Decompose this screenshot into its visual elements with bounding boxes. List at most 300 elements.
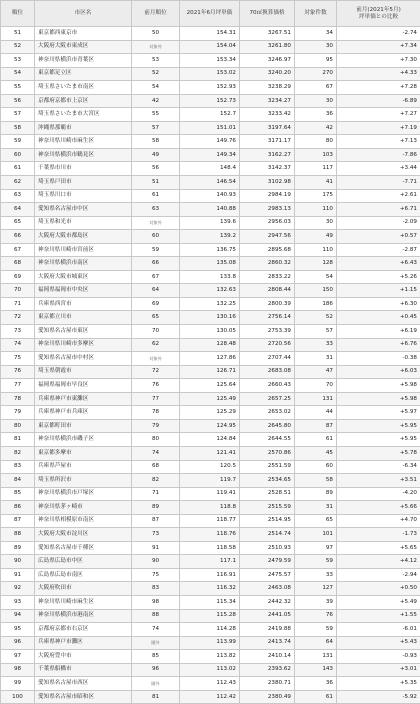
table-row — [1, 148, 420, 162]
count-cell: 67 — [295, 81, 337, 95]
count-cell: 42 — [295, 121, 337, 135]
converted-price-cell: 2860.32 — [240, 257, 295, 271]
table-row — [1, 352, 420, 366]
converted-price-cell: 2644.55 — [240, 433, 295, 447]
prev-rank-cell: 対象外 — [132, 40, 180, 54]
header-diff-line2: 坪単価との比較 — [340, 14, 417, 21]
rank-cell: 71 — [1, 297, 35, 311]
table-row — [1, 392, 420, 406]
count-cell: 150 — [295, 284, 337, 298]
table-row — [1, 379, 420, 393]
city-cell: 東京都町田市 — [35, 419, 132, 433]
table-row — [1, 230, 420, 244]
converted-price-cell: 3102.98 — [240, 176, 295, 190]
header-rank: 順位 — [1, 1, 35, 27]
price-cell: 124.95 — [180, 419, 240, 433]
city-cell: 神奈川県川崎市多摩区 — [35, 338, 132, 352]
city-cell: 広島県広島市南区 — [35, 568, 132, 582]
prev-rank-cell: 61 — [132, 189, 180, 203]
rank-cell: 75 — [1, 352, 35, 366]
count-cell: 54 — [295, 270, 337, 284]
city-cell: 千葉県船橋市 — [35, 663, 132, 677]
city-cell: 埼玉県さいたま市大宮区 — [35, 108, 132, 122]
converted-price-cell: 3142.37 — [240, 162, 295, 176]
prev-rank-cell: 57 — [132, 121, 180, 135]
table-row — [1, 284, 420, 298]
count-cell: 97 — [295, 541, 337, 555]
diff-cell: +0.50 — [337, 582, 420, 596]
count-cell: 49 — [295, 230, 337, 244]
prev-rank-cell: 83 — [132, 582, 180, 596]
prev-rank-cell: 69 — [132, 297, 180, 311]
table-row — [1, 365, 420, 379]
price-cell: 153.02 — [180, 67, 240, 81]
city-cell: 埼玉県さいたま市南区 — [35, 81, 132, 95]
diff-cell: -5.92 — [337, 690, 420, 704]
price-cell: 113.82 — [180, 650, 240, 664]
diff-cell: -2.74 — [337, 27, 420, 41]
prev-rank-cell: 対象外 — [132, 352, 180, 366]
count-cell: 70 — [295, 379, 337, 393]
price-cell: 149.34 — [180, 148, 240, 162]
count-cell: 95 — [295, 54, 337, 68]
converted-price-cell: 2984.19 — [240, 189, 295, 203]
diff-cell: +6.03 — [337, 365, 420, 379]
city-cell: 神奈川県相模原市南区 — [35, 514, 132, 528]
city-cell: 京都府京都市右京区 — [35, 623, 132, 637]
price-cell: 125.49 — [180, 392, 240, 406]
converted-price-cell: 3233.42 — [240, 108, 295, 122]
rank-cell: 99 — [1, 677, 35, 691]
prev-rank-cell: 54 — [132, 81, 180, 95]
table-row — [1, 257, 420, 271]
city-cell: 大阪府大阪市城東区 — [35, 270, 132, 284]
diff-cell: +5.98 — [337, 392, 420, 406]
count-cell: 45 — [295, 446, 337, 460]
converted-price-cell: 3162.27 — [240, 148, 295, 162]
count-cell: 30 — [295, 40, 337, 54]
count-cell: 30 — [295, 94, 337, 108]
price-cell: 112.43 — [180, 677, 240, 691]
rank-cell: 83 — [1, 460, 35, 474]
diff-cell: +5.95 — [337, 419, 420, 433]
diff-cell: +5.65 — [337, 541, 420, 555]
price-cell: 154.31 — [180, 27, 240, 41]
converted-price-cell: 2660.43 — [240, 379, 295, 393]
rank-cell: 68 — [1, 257, 35, 271]
rank-cell: 54 — [1, 67, 35, 81]
diff-cell: +5.95 — [337, 433, 420, 447]
diff-cell: +5.49 — [337, 595, 420, 609]
price-cell: 118.8 — [180, 501, 240, 515]
rank-cell: 51 — [1, 27, 35, 41]
converted-price-cell: 2413.74 — [240, 636, 295, 650]
converted-price-cell: 2895.68 — [240, 243, 295, 257]
prev-rank-cell: 91 — [132, 541, 180, 555]
rank-cell: 92 — [1, 582, 35, 596]
rank-cell: 88 — [1, 528, 35, 542]
table-row — [1, 203, 420, 217]
prev-rank-cell: 82 — [132, 474, 180, 488]
count-cell: 44 — [295, 406, 337, 420]
price-cell: 139.2 — [180, 230, 240, 244]
prev-rank-cell: 98 — [132, 595, 180, 609]
price-cell: 152.7 — [180, 108, 240, 122]
rank-cell: 57 — [1, 108, 35, 122]
prev-rank-cell: 59 — [132, 243, 180, 257]
diff-cell: -6.34 — [337, 460, 420, 474]
price-cell: 140.88 — [180, 203, 240, 217]
city-cell: 神奈川県横浜市南区 — [35, 257, 132, 271]
converted-price-cell: 2510.93 — [240, 541, 295, 555]
rank-cell: 90 — [1, 555, 35, 569]
diff-cell: +2.61 — [337, 189, 420, 203]
prev-rank-cell: 90 — [132, 555, 180, 569]
prev-rank-cell: 74 — [132, 446, 180, 460]
diff-cell: +4.70 — [337, 514, 420, 528]
city-cell: 埼玉県朝霞市 — [35, 365, 132, 379]
rank-cell: 97 — [1, 650, 35, 664]
price-cell: 125.29 — [180, 406, 240, 420]
table-row — [1, 54, 420, 68]
prev-rank-cell: 79 — [132, 419, 180, 433]
converted-price-cell: 2528.51 — [240, 487, 295, 501]
city-cell: 埼玉県和光市 — [35, 216, 132, 230]
diff-cell: +3.44 — [337, 162, 420, 176]
city-cell: 兵庫県神戸市兵庫区 — [35, 406, 132, 420]
price-cell: 117.1 — [180, 555, 240, 569]
rank-cell: 69 — [1, 270, 35, 284]
price-cell: 133.8 — [180, 270, 240, 284]
price-cell: 116.32 — [180, 582, 240, 596]
prev-rank-cell: 対象外 — [132, 216, 180, 230]
table-row — [1, 176, 420, 190]
prev-rank-cell: 87 — [132, 514, 180, 528]
table-row — [1, 406, 420, 420]
table-row — [1, 623, 420, 637]
table-row — [1, 487, 420, 501]
prev-rank-cell: 96 — [132, 663, 180, 677]
count-cell: 175 — [295, 189, 337, 203]
prev-rank-cell: 74 — [132, 623, 180, 637]
table-row — [1, 121, 420, 135]
price-cell: 116.91 — [180, 568, 240, 582]
converted-price-cell: 3238.29 — [240, 81, 295, 95]
converted-price-cell: 2551.59 — [240, 460, 295, 474]
rank-cell: 100 — [1, 690, 35, 704]
price-cell: 151.01 — [180, 121, 240, 135]
converted-price-cell: 2756.14 — [240, 311, 295, 325]
rank-cell: 65 — [1, 216, 35, 230]
table-row — [1, 501, 420, 515]
count-cell: 61 — [295, 433, 337, 447]
table-row — [1, 690, 420, 704]
rank-cell: 73 — [1, 325, 35, 339]
rank-cell: 94 — [1, 609, 35, 623]
table-row — [1, 162, 420, 176]
price-cell: 146.54 — [180, 176, 240, 190]
table-row — [1, 650, 420, 664]
diff-cell: +4.33 — [337, 67, 420, 81]
city-cell: 京都府京都市上京区 — [35, 94, 132, 108]
count-cell: 34 — [295, 27, 337, 41]
diff-cell: +5.43 — [337, 636, 420, 650]
converted-price-cell: 2653.02 — [240, 406, 295, 420]
prev-rank-cell: 60 — [132, 230, 180, 244]
count-cell: 64 — [295, 636, 337, 650]
city-cell: 東京都足立区 — [35, 67, 132, 81]
converted-price-cell: 2947.56 — [240, 230, 295, 244]
count-cell: 57 — [295, 325, 337, 339]
table-row — [1, 663, 420, 677]
price-cell: 152.93 — [180, 81, 240, 95]
city-cell: 埼玉県戸田市 — [35, 176, 132, 190]
city-cell: 広島県広島市中区 — [35, 555, 132, 569]
diff-cell: +6.30 — [337, 297, 420, 311]
count-cell: 60 — [295, 460, 337, 474]
diff-cell: -6.01 — [337, 623, 420, 637]
city-cell: 兵庫県神戸市東灘区 — [35, 392, 132, 406]
diff-cell: +3.01 — [337, 663, 420, 677]
city-cell: 神奈川県横浜市港南区 — [35, 609, 132, 623]
city-cell: 東京都立川市 — [35, 311, 132, 325]
count-cell: 80 — [295, 135, 337, 149]
price-cell: 126.71 — [180, 365, 240, 379]
price-cell: 120.5 — [180, 460, 240, 474]
prev-rank-cell: 50 — [132, 27, 180, 41]
price-cell: 132.63 — [180, 284, 240, 298]
rank-cell: 89 — [1, 541, 35, 555]
prev-rank-cell: 67 — [132, 270, 180, 284]
diff-cell: +5.98 — [337, 379, 420, 393]
table-row — [1, 108, 420, 122]
price-cell: 119.41 — [180, 487, 240, 501]
price-cell: 153.34 — [180, 54, 240, 68]
diff-cell: +5.78 — [337, 446, 420, 460]
converted-price-cell: 3171.17 — [240, 135, 295, 149]
price-cell: 136.75 — [180, 243, 240, 257]
rank-cell: 77 — [1, 379, 35, 393]
table-row — [1, 27, 420, 41]
converted-price-cell: 2645.80 — [240, 419, 295, 433]
price-cell: 152.73 — [180, 94, 240, 108]
diff-cell: +7.34 — [337, 40, 420, 54]
price-cell: 130.05 — [180, 325, 240, 339]
table-row — [1, 325, 420, 339]
rank-cell: 62 — [1, 176, 35, 190]
rank-cell: 55 — [1, 81, 35, 95]
count-cell: 31 — [295, 501, 337, 515]
table-row — [1, 541, 420, 555]
city-cell: 神奈川県川崎市麻生区 — [35, 595, 132, 609]
rank-cell: 96 — [1, 636, 35, 650]
rank-cell: 85 — [1, 487, 35, 501]
price-cell: 148.4 — [180, 162, 240, 176]
table-row — [1, 474, 420, 488]
city-cell: 兵庫県西宮市 — [35, 297, 132, 311]
city-cell: 神奈川県川崎市宮前区 — [35, 243, 132, 257]
table-row — [1, 582, 420, 596]
table-header — [1, 1, 420, 27]
diff-cell: -6.89 — [337, 94, 420, 108]
price-cell: 128.48 — [180, 338, 240, 352]
prev-rank-cell: 42 — [132, 94, 180, 108]
count-cell: 101 — [295, 528, 337, 542]
rank-cell: 81 — [1, 433, 35, 447]
price-cell: 130.16 — [180, 311, 240, 325]
diff-cell: +7.30 — [337, 54, 420, 68]
table-body — [1, 27, 420, 704]
table-row — [1, 311, 420, 325]
city-cell: 大阪府大阪市淀川区 — [35, 528, 132, 542]
city-cell: 大阪府豊中市 — [35, 650, 132, 664]
table-row — [1, 568, 420, 582]
count-cell: 89 — [295, 487, 337, 501]
table-row — [1, 419, 420, 433]
prev-rank-cell: 65 — [132, 311, 180, 325]
diff-cell: -2.09 — [337, 216, 420, 230]
prev-rank-cell: 68 — [132, 460, 180, 474]
converted-price-cell: 2657.25 — [240, 392, 295, 406]
price-cell: 124.84 — [180, 433, 240, 447]
table-row — [1, 67, 420, 81]
header-converted: 70㎡換算価格 — [240, 1, 295, 27]
prev-rank-cell: 56 — [132, 162, 180, 176]
prev-rank-cell: 80 — [132, 433, 180, 447]
converted-price-cell: 2720.56 — [240, 338, 295, 352]
rank-cell: 76 — [1, 365, 35, 379]
price-cell: 113.02 — [180, 663, 240, 677]
header-city: 市区名 — [35, 1, 132, 27]
rank-cell: 59 — [1, 135, 35, 149]
rank-cell: 86 — [1, 501, 35, 515]
diff-cell: +5.26 — [337, 270, 420, 284]
price-cell: 118.77 — [180, 514, 240, 528]
prev-rank-cell: 77 — [132, 392, 180, 406]
rank-cell: 78 — [1, 392, 35, 406]
prev-rank-cell: 51 — [132, 176, 180, 190]
rank-cell: 63 — [1, 189, 35, 203]
prev-rank-cell: 64 — [132, 284, 180, 298]
count-cell: 131 — [295, 650, 337, 664]
diff-cell: -2.87 — [337, 243, 420, 257]
table-row — [1, 40, 420, 54]
count-cell: 59 — [295, 623, 337, 637]
header-prev-rank: 前月順位 — [132, 1, 180, 27]
diff-cell: +0.45 — [337, 311, 420, 325]
count-cell: 59 — [295, 555, 337, 569]
city-cell: 愛知県名古屋市中区 — [35, 203, 132, 217]
table-row — [1, 514, 420, 528]
rank-cell: 60 — [1, 148, 35, 162]
converted-price-cell: 2808.44 — [240, 284, 295, 298]
city-cell: 神奈川県茅ヶ崎市 — [35, 501, 132, 515]
rank-cell: 84 — [1, 474, 35, 488]
diff-cell: +4.12 — [337, 555, 420, 569]
converted-price-cell: 2570.86 — [240, 446, 295, 460]
table-row — [1, 81, 420, 95]
city-cell: 沖縄県那覇市 — [35, 121, 132, 135]
prev-rank-cell: 55 — [132, 108, 180, 122]
table-row — [1, 677, 420, 691]
table-row — [1, 636, 420, 650]
table-row — [1, 94, 420, 108]
converted-price-cell: 2442.32 — [240, 595, 295, 609]
count-cell: 87 — [295, 419, 337, 433]
diff-cell: +5.66 — [337, 501, 420, 515]
converted-price-cell: 2800.39 — [240, 297, 295, 311]
rank-cell: 52 — [1, 40, 35, 54]
city-cell: 愛知県名古屋市中村区 — [35, 352, 132, 366]
city-cell: 兵庫県神戸市灘区 — [35, 636, 132, 650]
rank-cell: 95 — [1, 623, 35, 637]
count-cell: 103 — [295, 148, 337, 162]
price-cell: 149.76 — [180, 135, 240, 149]
prev-rank-cell: 72 — [132, 365, 180, 379]
converted-price-cell: 2380.49 — [240, 690, 295, 704]
diff-cell: +7.19 — [337, 121, 420, 135]
table-row — [1, 555, 420, 569]
prev-rank-cell: 81 — [132, 690, 180, 704]
count-cell: 36 — [295, 108, 337, 122]
converted-price-cell: 2514.74 — [240, 528, 295, 542]
prev-rank-cell: 70 — [132, 325, 180, 339]
diff-cell: -4.20 — [337, 487, 420, 501]
table-row — [1, 609, 420, 623]
converted-price-cell: 2515.59 — [240, 501, 295, 515]
diff-cell: +7.13 — [337, 135, 420, 149]
header-diff-line1: 前月(2021年5月) — [340, 7, 417, 14]
count-cell: 110 — [295, 243, 337, 257]
price-cell: 132.25 — [180, 297, 240, 311]
price-cell: 113.99 — [180, 636, 240, 650]
count-cell: 127 — [295, 582, 337, 596]
count-cell: 117 — [295, 162, 337, 176]
diff-cell: +1.15 — [337, 284, 420, 298]
converted-price-cell: 2419.88 — [240, 623, 295, 637]
price-cell: 154.04 — [180, 40, 240, 54]
rank-cell: 87 — [1, 514, 35, 528]
count-cell: 270 — [295, 67, 337, 81]
prev-rank-cell: 圏外 — [132, 677, 180, 691]
prev-rank-cell: 圏外 — [132, 636, 180, 650]
prev-rank-cell: 49 — [132, 148, 180, 162]
rank-cell: 66 — [1, 230, 35, 244]
converted-price-cell: 2833.22 — [240, 270, 295, 284]
table-row — [1, 216, 420, 230]
count-cell: 31 — [295, 352, 337, 366]
converted-price-cell: 2393.62 — [240, 663, 295, 677]
price-cell: 118.76 — [180, 528, 240, 542]
prev-rank-cell: 88 — [132, 609, 180, 623]
city-cell: 愛知県名古屋市昭和区 — [35, 690, 132, 704]
diff-cell: +5.35 — [337, 677, 420, 691]
diff-cell: +1.55 — [337, 609, 420, 623]
count-cell: 110 — [295, 203, 337, 217]
price-cell: 118.58 — [180, 541, 240, 555]
price-cell: 115.34 — [180, 595, 240, 609]
converted-price-cell: 2956.03 — [240, 216, 295, 230]
converted-price-cell: 2753.39 — [240, 325, 295, 339]
header-price: 2021年6月坪単価 — [180, 1, 240, 27]
prev-rank-cell: 85 — [132, 650, 180, 664]
converted-price-cell: 3246.97 — [240, 54, 295, 68]
prev-rank-cell: 62 — [132, 338, 180, 352]
converted-price-cell: 3267.51 — [240, 27, 295, 41]
table-row — [1, 243, 420, 257]
diff-cell: +7.28 — [337, 81, 420, 95]
converted-price-cell: 2983.13 — [240, 203, 295, 217]
